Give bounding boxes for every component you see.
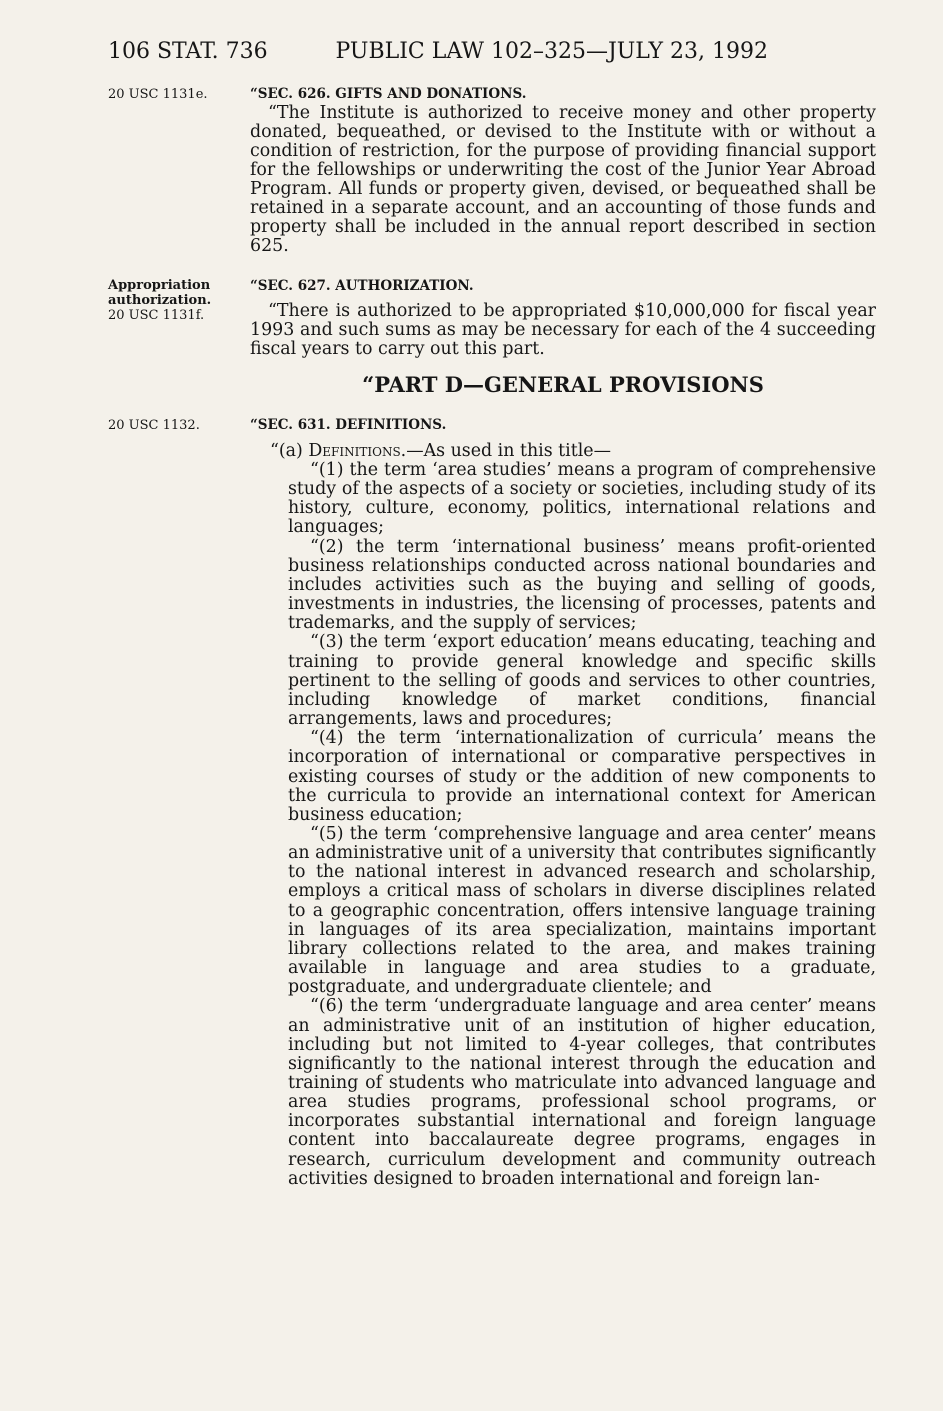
lead-prefix: “(a) <box>270 441 309 461</box>
section-heading-631: “SEC. 631. DEFINITIONS. <box>250 417 447 433</box>
definition-item: “(1) the term ‘area studies’ means a program of comprehensive study of the aspects of a society or societies, including study of its history, culture, economy, politics, international relations and languages; <box>288 460 876 538</box>
paragraph: “There is authorized to be appropriated $10,000,000 for fiscal year 1993 and such sums as may be necessary for each of the 4 succeeding fiscal years to carry out this part. <box>250 301 876 359</box>
margin-note-line: Appropriation <box>108 278 211 293</box>
margin-note-sec631 <box>108 418 234 433</box>
lead-suffix: .—As used in this title— <box>400 441 611 461</box>
definition-item: “(3) the term ‘export education’ means educating, teaching and training to provide general knowledge and specific skills pertinent to the selling of goods and services to other countries, including knowledge of market conditions, financial arrangements, laws and procedures; <box>288 632 876 730</box>
definition-item: “(2) the term ‘international business’ means profit-oriented business relationships conducted across national boundaries and includes activities such as the buying and selling of goods, investments in industries, the licensing of processes, patents and trademarks, and the supply of services; <box>288 536 876 634</box>
definition-item: “(5) the term ‘comprehensive language and area center’ means an administrative unit of a university that contributes significantly to the national interest in advanced research and scholarship, employs a critical mass of scholars in diverse disciplines related to a geographic concentration, offers intensive language training in languages of its area specialization, maintains important library collections related to the area, and makes training available in language and area studies to a graduate, postgraduate, and undergraduate clientele; and <box>288 823 876 998</box>
definition-item: “(6) the term ‘undergraduate language and area center’ means an administrative unit of an institution of higher education, including but not limited to 4-year colleges, that contributes significantly to the national interest through the education and training of students who matriculate into advanced language and area studies programs, professional school programs, or incorporates substantial international and foreign language content into baccalaureate degree programs, engages in research, curriculum development and community outreach activities designed to broaden international and foreign lan- <box>288 996 876 1189</box>
usc-citation: 20 USC 1131f. <box>108 308 205 323</box>
definitions-lead <box>270 442 611 461</box>
stat-page-number: 106 STAT. 736 <box>108 39 268 64</box>
usc-citation: 20 USC 1132. <box>108 418 200 433</box>
public-law-title: PUBLIC LAW 102–325—JULY 23, 1992 <box>335 39 768 64</box>
lead-term: Definitions <box>308 441 401 461</box>
usc-citation: 20 USC 1131e. <box>108 87 208 102</box>
definition-item: “(4) the term ‘internationalization of curricula’ means the incorporation of international or comparative perspectives in existing courses of study or the addition of new components to the curricula to provide an international context for American business education; <box>288 728 876 825</box>
section-body-626 <box>250 104 876 256</box>
paragraph: “The Institute is authorized to receive money and other property donated, bequeathed, or devised to the Institute with or without a condition of restriction, for the purpose of providing financial support for the fellowships or underwriting the cost of the Junior Year Abroad Program. All funds or property given, devised, or bequeathed shall be retained in a separate account, and an accounting of those funds and property shall be included in the annual report described in section 625. <box>250 103 876 256</box>
section-heading-626: “SEC. 626. GIFTS AND DONATIONS. <box>250 86 527 102</box>
margin-note-sec626 <box>108 87 234 102</box>
margin-note-line: authorization. <box>108 293 212 308</box>
page-header <box>108 37 768 67</box>
margin-note-sec627 <box>108 278 234 323</box>
section-body-627 <box>250 302 876 359</box>
section-heading-627: “SEC. 627. AUTHORIZATION. <box>250 278 474 294</box>
part-heading: “PART D—GENERAL PROVISIONS <box>362 372 764 397</box>
definitions-list <box>288 461 876 1189</box>
